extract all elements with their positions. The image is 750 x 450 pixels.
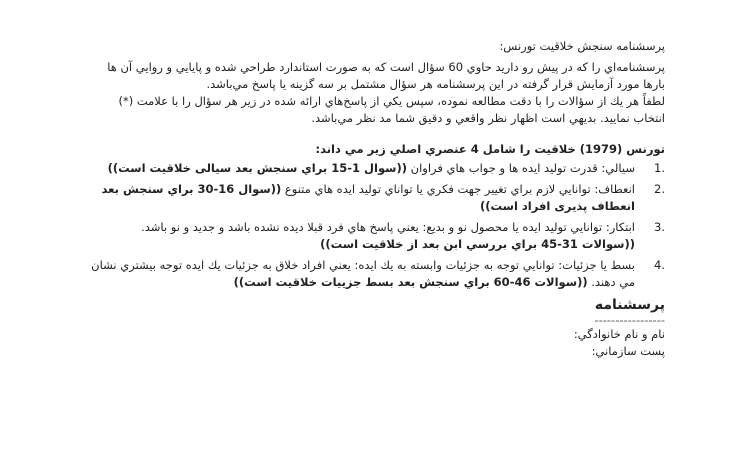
- document-body: [85, 38, 665, 360]
- list-item-reference: ((سوال 1-15 براي سنجش بعد سیالی خلاقیت است)): [107, 161, 407, 175]
- list-item-text: سيالي: قدرت توليد ايده ها و جواب هاي فراوان: [407, 161, 635, 175]
- divider-line: -----------------: [594, 313, 665, 327]
- list-item-number: 2.: [654, 182, 665, 196]
- intro-paragraph: پرسشنامه‌اي را كه در پيش رو داريد حاوي 60 سؤال است كه به صورت استاندارد طراحي شده و پايايي و روايي آن ها بارها مورد آزمايش قرار گرفته در اين پرسشنامه هر سؤال مشتمل بر سه گزينه يا پاسخ مي‌باشد.: [107, 60, 665, 91]
- list-item-text: انعطاف: توانايي لازم براي تغيير جهت فكري يا تواناي توليد ايده هاي متنوع: [281, 182, 635, 196]
- intro-block: [85, 59, 665, 127]
- section-heading: تورنس (1979) خلاقيت را شامل 4 عنصري اصلي زير مي داند:: [315, 142, 665, 156]
- list-item-reference: ((سوال 16-30 براي سنجش بعد انعطاف پذیری افراد است)): [101, 182, 635, 213]
- intro-paragraph: لطفاً هر يك از سؤالات را با دقت مطالعه نموده، سپس يكي از پاسخ‌هاي ارائه شده در زير هر سؤال را با علامت (*) انتخاب نماييد. بديهي است اظهار نظر واقعي و دقيق شما مد نظر مي‌باشد.: [118, 94, 665, 125]
- name-field-label: نام و نام خانوادگي:: [573, 327, 665, 341]
- list-item-number: 4.: [654, 258, 665, 272]
- elements-list: [85, 160, 665, 291]
- position-field-label: پست سازماني:: [591, 344, 665, 358]
- list-item-text: ابتكار: توانايي توليد ايده يا محصول نو و بديع: يعني پاسخ هاي فرد قبلا ديده نشده باشد و جديد و نو باشد.: [141, 220, 635, 234]
- list-item: [85, 219, 665, 253]
- list-item-reference: ((سوالات 31-45 براي بررسي ابن بعد از خلاقيت است)): [320, 237, 635, 251]
- list-item-reference: ((سوالات 46-60 براي سنجش بعد بسط جزییات خلاقيت است)): [233, 275, 588, 289]
- list-item-text: بسط يا جزئيات: توانايي توجه به جزئيات وابسته به يك ايده: يعني افراد خلاق به جزئيات يك ايده توجه بيشتري نشان مي دهند.: [91, 258, 635, 289]
- questionnaire-heading: پرسشنامه: [594, 297, 665, 313]
- list-item: [85, 181, 665, 215]
- list-item: [85, 160, 665, 177]
- list-item-number: 1.: [654, 161, 665, 175]
- list-item: [85, 257, 665, 291]
- list-item-number: 3.: [654, 220, 665, 234]
- document-title: پرسشنامه سنجش خلاقيت تورنس:: [499, 39, 665, 53]
